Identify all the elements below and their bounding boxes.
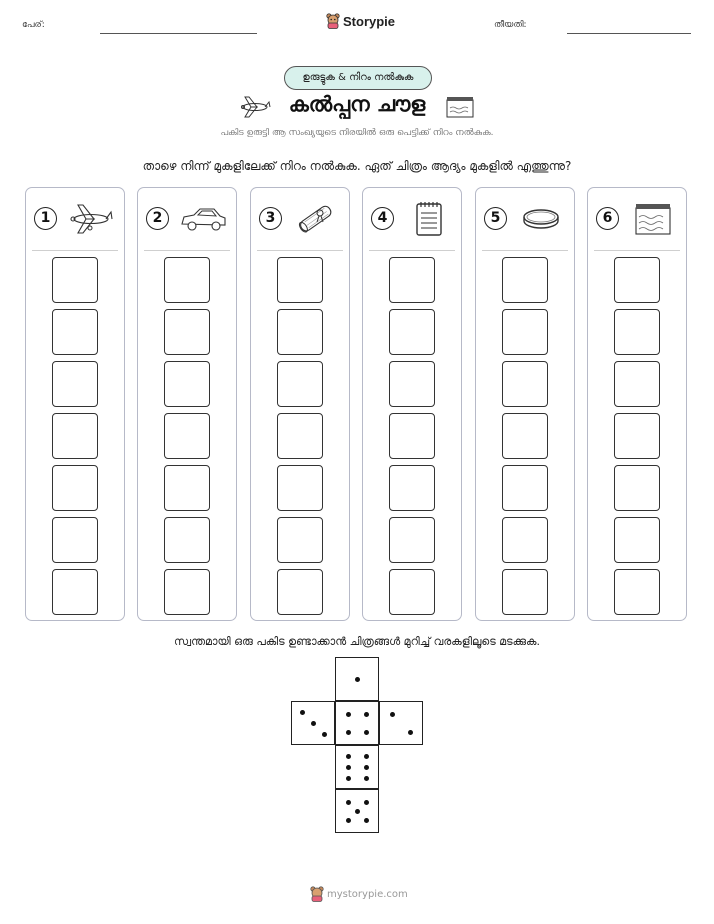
color-box[interactable] xyxy=(614,361,660,407)
column-divider xyxy=(369,250,455,251)
color-box[interactable] xyxy=(502,361,548,407)
dice-pip xyxy=(346,712,351,717)
color-box[interactable] xyxy=(389,517,435,563)
notepad-icon xyxy=(403,200,453,238)
column-divider xyxy=(144,250,230,251)
color-box[interactable] xyxy=(52,257,98,303)
brand-logo xyxy=(326,13,395,29)
color-box[interactable] xyxy=(502,257,548,303)
color-box[interactable] xyxy=(52,361,98,407)
dice-pip xyxy=(346,818,351,823)
color-box[interactable] xyxy=(52,517,98,563)
color-box[interactable] xyxy=(614,413,660,459)
date-line[interactable] xyxy=(567,33,691,34)
column-number: 3 xyxy=(259,207,282,230)
dice-face-4 xyxy=(335,701,379,745)
car-icon xyxy=(178,200,228,238)
column-divider xyxy=(257,250,343,251)
color-box[interactable] xyxy=(52,465,98,511)
dice-face-5 xyxy=(335,789,379,833)
color-box[interactable] xyxy=(389,569,435,615)
dice-pip xyxy=(364,800,369,805)
column-divider xyxy=(32,250,118,251)
instruction-text: താഴെ നിന്ന് മുകളിലേക്ക് നിറം നൽകുക. ഏത് ചിത്രം ആദ്യം മുകളിൽ എത്തുന്നു? xyxy=(142,159,572,173)
dice-pip xyxy=(346,765,351,770)
column-number: 6 xyxy=(596,207,619,230)
column-5 xyxy=(475,187,575,621)
column-4 xyxy=(362,187,462,621)
color-box[interactable] xyxy=(502,517,548,563)
color-box[interactable] xyxy=(164,413,210,459)
ring-icon xyxy=(516,200,566,238)
color-box[interactable] xyxy=(502,309,548,355)
color-box[interactable] xyxy=(277,413,323,459)
dice-pip xyxy=(300,710,305,715)
activity-badge: ഉരുട്ടുക & നിറം നൽകുക xyxy=(284,66,432,90)
footer-url[interactable]: mystorypie.com xyxy=(327,888,408,900)
brand-name: Storypie xyxy=(343,13,396,29)
column-number: 4 xyxy=(371,207,394,230)
color-box[interactable] xyxy=(277,569,323,615)
color-box[interactable] xyxy=(52,309,98,355)
column-3 xyxy=(250,187,350,621)
color-box[interactable] xyxy=(164,569,210,615)
dice-pip xyxy=(346,730,351,735)
column-6 xyxy=(587,187,687,621)
dice-pip xyxy=(364,712,369,717)
dice-pip xyxy=(364,818,369,823)
dice-pip xyxy=(346,754,351,759)
color-box[interactable] xyxy=(614,257,660,303)
dice-pip xyxy=(346,800,351,805)
color-box[interactable] xyxy=(389,361,435,407)
dice-pip xyxy=(364,776,369,781)
color-box[interactable] xyxy=(277,257,323,303)
dice-pip xyxy=(355,677,360,682)
color-box[interactable] xyxy=(164,465,210,511)
dice-pip xyxy=(322,732,327,737)
dice-pip xyxy=(364,765,369,770)
column-divider xyxy=(594,250,680,251)
name-label: പേര്: xyxy=(22,20,45,30)
color-box[interactable] xyxy=(614,309,660,355)
color-box[interactable] xyxy=(614,465,660,511)
dice-face-2 xyxy=(379,701,423,745)
bear-mascot-icon xyxy=(310,886,324,902)
color-box[interactable] xyxy=(164,309,210,355)
dice-pip xyxy=(364,730,369,735)
water-tank-icon xyxy=(445,95,475,119)
dice-face-6 xyxy=(335,745,379,789)
color-box[interactable] xyxy=(277,361,323,407)
color-box[interactable] xyxy=(52,569,98,615)
color-box[interactable] xyxy=(52,413,98,459)
column-1 xyxy=(25,187,125,621)
date-label: തീയതി: xyxy=(494,20,527,30)
color-box[interactable] xyxy=(389,309,435,355)
column-number: 1 xyxy=(34,207,57,230)
column-number: 2 xyxy=(146,207,169,230)
color-box[interactable] xyxy=(164,361,210,407)
name-line[interactable] xyxy=(100,33,257,34)
page-title: കൽപ്പന ചൗള xyxy=(288,92,426,116)
column-divider xyxy=(482,250,568,251)
airplane-icon xyxy=(66,200,116,238)
dice-face-3 xyxy=(291,701,335,745)
color-box[interactable] xyxy=(164,517,210,563)
color-box[interactable] xyxy=(389,257,435,303)
color-box[interactable] xyxy=(614,569,660,615)
color-box[interactable] xyxy=(277,309,323,355)
color-box[interactable] xyxy=(502,465,548,511)
dice-pip xyxy=(364,754,369,759)
color-box[interactable] xyxy=(389,465,435,511)
dice-pip xyxy=(408,730,413,735)
dice-face-1 xyxy=(335,657,379,701)
water-tank-icon xyxy=(628,200,678,238)
dice-pip xyxy=(311,721,316,726)
dice-pip xyxy=(355,809,360,814)
color-box[interactable] xyxy=(277,465,323,511)
dice-pip xyxy=(346,776,351,781)
bear-mascot-icon xyxy=(326,13,340,29)
color-box[interactable] xyxy=(614,517,660,563)
column-2 xyxy=(137,187,237,621)
subtitle: പകിട ഉരുട്ടി ആ സംഖ്യയുടെ നിരയിൽ ഒരു പെട്ടിക്ക് നിറം നൽകുക. xyxy=(220,128,494,138)
fold-instruction: സ്വന്തമായി ഒരു പകിട ഉണ്ടാക്കാൻ ചിത്രങ്ങൾ മുറിച്ച് വരകളിലൂടെ മടക്കുക. xyxy=(174,635,540,648)
diploma-scroll-icon xyxy=(291,200,341,238)
dice-pip xyxy=(390,712,395,717)
color-box[interactable] xyxy=(277,517,323,563)
color-box[interactable] xyxy=(502,413,548,459)
footer xyxy=(310,886,408,902)
column-number: 5 xyxy=(484,207,507,230)
color-box[interactable] xyxy=(389,413,435,459)
color-box[interactable] xyxy=(164,257,210,303)
color-box[interactable] xyxy=(502,569,548,615)
